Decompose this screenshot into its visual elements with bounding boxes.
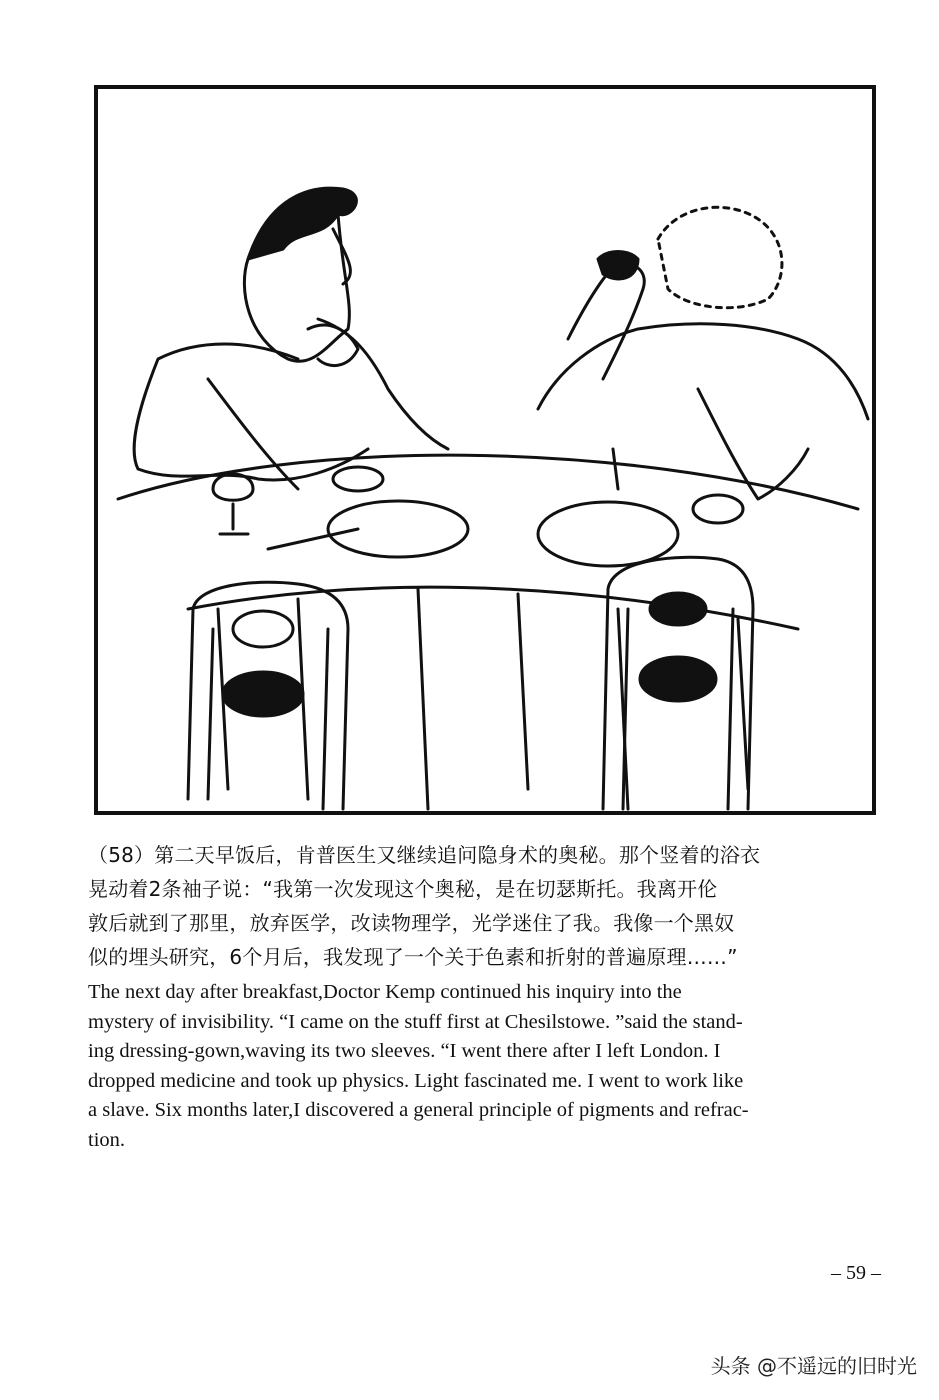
- plate-right: [538, 502, 678, 566]
- invisible-man-cup: [598, 252, 638, 280]
- plate-left: [328, 501, 468, 557]
- watermark: 头条 @不遥远的旧时光: [710, 1354, 917, 1378]
- caption-english: The next day after breakfast,Doctor Kemp continued his inquiry into the mystery of invisibility. “I came on the stuff first at Chesilstowe. ”said the stand- ing dressing-gown,waving its two sleeves. “I went there after I left London. I dropped medicine and took up physics. Light fascinated me. I went to work like a slave. Six months later,I discovered a general principle of pigments and refrac- tion.: [88, 981, 749, 1151]
- invisible-man-head: [658, 207, 782, 307]
- invisible-man-body: [538, 324, 868, 419]
- illustration: [94, 85, 876, 815]
- fork-right: [613, 449, 618, 489]
- chair-right-ornament-top: [650, 593, 706, 625]
- chair-left-ornament-top: [233, 611, 293, 647]
- cup-left: [333, 467, 383, 491]
- caption-chinese: （58）第二天早饭后，肯普医生又继续追问隐身术的奥秘。那个竖着的浴衣 晃动着2条袖子说：“我第一次发现这个奥秘，是在切瑟斯托。我离开伦 敦后就到了那里，放弃医学，改读物理学，光学迷住了我。我像一个黑奴 似的埋头研究，6个月后，我发现了一个关于色素和折射的普遍原理……”: [88, 843, 761, 969]
- cup-right: [693, 495, 743, 523]
- glass-left: [213, 474, 253, 534]
- breakfast-scene-drawing: [98, 89, 872, 811]
- page-number: – 59 –: [831, 1262, 881, 1284]
- chair-right-ornament-bottom: [640, 657, 716, 701]
- left-man-hands: [308, 325, 358, 365]
- invisible-man-arm: [568, 264, 644, 379]
- chair-left-ornament-bottom: [223, 672, 303, 716]
